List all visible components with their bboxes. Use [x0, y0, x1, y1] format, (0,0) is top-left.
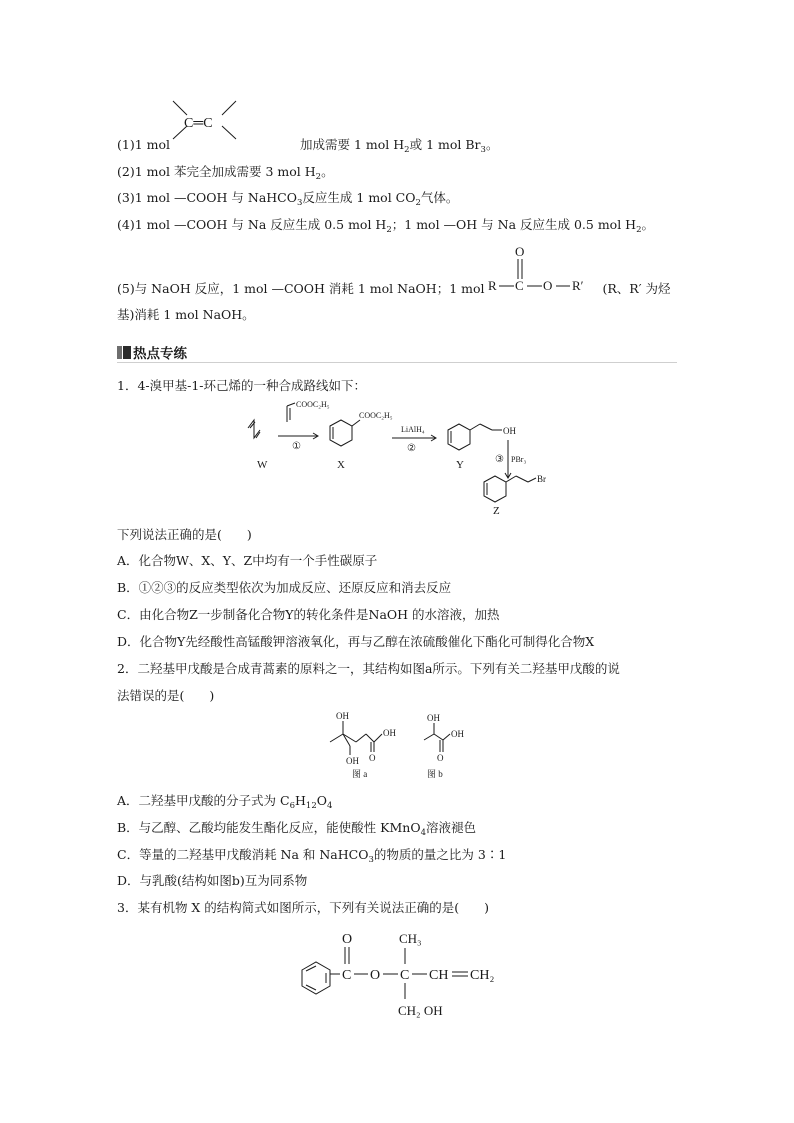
svg-text:R′: R′: [572, 278, 584, 293]
q2-option-c: C．等量的二羟基甲戊酸消耗 Na 和 NaHCO$_3$的物质的量之比为 3∶1: [117, 847, 507, 865]
alkene-label: C═C: [184, 116, 213, 131]
q2-stem-1: 2．二羟基甲戊酸是合成青蒿素的原料之一，其结构如图a所示。下列有关二羟基甲戊酸的说: [117, 661, 620, 676]
benzene-ring: [302, 962, 330, 994]
svg-text:O: O: [543, 278, 553, 293]
svg-text:图 b: 图 b: [427, 769, 443, 779]
q2-figure-a: [320, 710, 410, 782]
svg-text:OH: OH: [383, 728, 396, 738]
svg-text:X: X: [337, 459, 345, 471]
arrow-step-2: [392, 425, 436, 454]
svg-text:③: ③: [495, 454, 504, 465]
q2-figure-b: [418, 710, 478, 782]
rule-5: (5)与 NaOH 反应，1 mol —COOH 消耗 1 mol NaOH；1 mol (R、R′ 为烃: [117, 281, 671, 296]
q3-structure: [290, 926, 510, 1022]
svg-text:C: C: [342, 968, 352, 983]
arrow-step-1: [278, 433, 318, 452]
rule-5-cont: 基)消耗 1 mol NaOH。: [117, 307, 255, 322]
svg-text:COOC₂H₅: COOC₂H₅: [359, 411, 393, 420]
q1-option-a: A．化合物W、X、Y、Z中均有一个手性碳原子: [117, 553, 378, 568]
svg-text:②: ②: [407, 443, 416, 454]
arrow-step-3: [495, 440, 526, 478]
svg-text:OH: OH: [503, 426, 516, 436]
svg-text:Z: Z: [493, 505, 500, 517]
svg-text:W: W: [257, 459, 268, 471]
section-title: 热点专练: [133, 346, 187, 362]
section-header: [117, 343, 187, 361]
q2-option-a: A．二羟基甲戊酸的分子式为 $C_6H_{12}O_4$: [117, 793, 333, 811]
compound-z: [484, 474, 546, 517]
q1-synthesis-scheme: [240, 400, 570, 518]
svg-text:OH: OH: [427, 713, 440, 723]
svg-text:LiAlH₄: LiAlH₄: [401, 425, 425, 434]
compound-y: [448, 424, 516, 471]
rule-1: (1)1 mol 加成需要 1 mol $H_2$或 1 mol $Br_3$。: [117, 137, 499, 155]
svg-text:图 a: 图 a: [352, 769, 368, 779]
svg-text:Br: Br: [537, 474, 546, 484]
svg-text:PBr₃: PBr₃: [511, 455, 527, 464]
rule-3: (3)1 mol —COOH 与 NaHCO$_3$反应生成 1 mol $CO_2$气体。: [117, 190, 459, 208]
section-marker-icon: [117, 346, 131, 359]
svg-text:CH₂ OH: CH₂ OH: [398, 1003, 443, 1018]
q2-option-d: D．与乳酸(结构如图b)互为同系物: [117, 873, 308, 888]
svg-text:O: O: [370, 968, 381, 983]
q1-prompt: 下列说法正确的是( ): [117, 527, 252, 542]
q1-option-c: C．由化合物Z一步制备化合物Y的转化条件是NaOH 的水溶液，加热: [117, 607, 500, 622]
q2-option-b: B．与乙醇、乙酸均能发生酯化反应，能使酸性 KMnO$_4$溶液褪色: [117, 820, 477, 838]
svg-text:R: R: [488, 278, 497, 293]
svg-text:CH: CH: [429, 968, 449, 983]
q1-option-b: B．①②③的反应类型依次为加成反应、还原反应和消去反应: [117, 580, 452, 595]
svg-text:CH₂: CH₂: [470, 968, 495, 983]
svg-text:O: O: [437, 753, 444, 763]
q1-option-d: D．化合物Y先经酸性高锰酸钾溶液氧化，再与乙醇在浓硫酸催化下酯化可制得化合物X: [117, 634, 595, 649]
svg-text:CH₃: CH₃: [399, 931, 422, 946]
svg-text:O: O: [515, 244, 525, 259]
svg-text:C: C: [515, 278, 524, 293]
svg-text:O: O: [342, 932, 353, 947]
rule-4: (4)1 mol —COOH 与 Na 反应生成 0.5 mol $H_2$；1 mol —OH 与 Na 反应生成 0.5 mol $H_2$。: [117, 217, 655, 235]
svg-text:OH: OH: [346, 756, 359, 766]
compound-x: [330, 411, 393, 471]
q3-stem: 3．某有机物 X 的结构简式如图所示，下列有关说法正确的是( ): [117, 900, 490, 915]
reagent-acrylate: [287, 400, 330, 422]
svg-text:①: ①: [292, 441, 301, 452]
svg-text:COOC₂H₅: COOC₂H₅: [296, 400, 330, 409]
rule-2: (2)1 mol 苯完全加成需要 3 mol $H_2$。: [117, 164, 334, 182]
svg-text:C: C: [400, 968, 410, 983]
svg-text:Y: Y: [456, 459, 464, 471]
section-divider: [117, 362, 677, 363]
svg-text:OH: OH: [451, 729, 464, 739]
compound-w: [248, 420, 268, 471]
svg-text:OH: OH: [336, 711, 349, 721]
q2-stem-2: 法错误的是( ): [117, 688, 215, 703]
q1-stem: 1．4-溴甲基-1-环己烯的一种合成路线如下：: [117, 378, 367, 393]
svg-text:O: O: [369, 753, 376, 763]
